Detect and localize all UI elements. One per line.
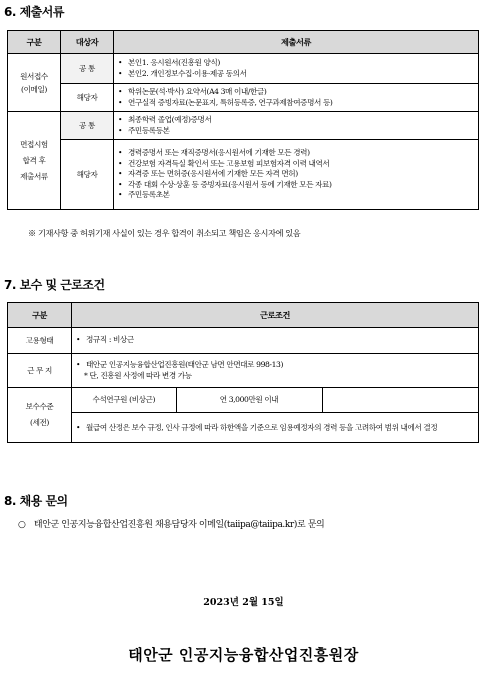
conditions-table	[7, 302, 479, 443]
target-cell: 해당자	[61, 84, 114, 112]
salary-inner-table	[72, 388, 478, 442]
workplace-label: 근 무 지	[8, 354, 72, 388]
salary-label	[8, 388, 72, 443]
section-6-title: 6. 제출서류	[4, 5, 64, 19]
header-target: 대상자	[61, 31, 114, 54]
position-cell: 수석연구원 (비상근)	[72, 388, 176, 412]
documents-cell	[114, 54, 479, 84]
salary-cell	[72, 388, 479, 443]
inquiry-text: 태안군 인공지능융합산업진흥원 채용담당자 이메일(taiipa@taiipa.kr)로 문의	[33, 520, 325, 530]
employment-type-cell	[72, 328, 479, 354]
category-label: 합격 후	[22, 155, 46, 165]
category-label: 원서접수	[20, 71, 48, 81]
target-cell: 해당자	[61, 140, 114, 210]
list-item: • 각종 대회 수상·상훈 등 증빙자료(응시원서 등에 기재한 모든 자료)	[118, 180, 478, 191]
list-item: • 학위논문(석·박사) 요약서(A4 3매 이내/한글)	[118, 87, 478, 98]
false-statement-note: ※ 기재사항 중 허위기재 사실이 있는 경우 합격이 취소되고 책임은 응시자에 있음	[28, 228, 301, 238]
section-8-title: 8. 채용 문의	[4, 494, 68, 508]
list-item: • 본인2. 개인정보수집·이용·제공 동의서	[118, 69, 478, 80]
application-category	[8, 54, 61, 112]
salary-label-sub: (세전)	[30, 418, 49, 427]
list-item: • 연구실적 증빙자료(논문표지, 특허등록증, 연구과제참여증명서 등)	[118, 98, 478, 109]
salary-label-text: 보수수준	[25, 402, 54, 411]
salary-detail-cell	[72, 412, 478, 442]
category-sublabel: (이메일)	[21, 84, 47, 94]
documents-cell	[114, 84, 479, 112]
list-item: • 태안군 인공지능융합산업진흥원(태안군 남면 안면대로 998-13)	[76, 360, 478, 371]
inquiry-line	[18, 517, 324, 530]
header-conditions: 근로조건	[72, 303, 479, 328]
list-item: • 주민등록초본	[118, 190, 478, 201]
blank-cell	[322, 388, 478, 412]
header-documents: 제출서류	[114, 31, 479, 54]
amount-cell: 연 3,000만원 이내	[176, 388, 322, 412]
list-item: • 최종학력 졸업(예정)증명서	[118, 115, 478, 126]
workplace-note: * 단, 진흥원 사정에 따라 변경 가능	[84, 370, 192, 380]
list-item: • 월급여 산정은 보수 규정, 인사 규정에 따라 하한액을 기준으로 임용예정자의 경력 등을 고려하여 범위 내에서 결정	[76, 422, 472, 433]
section-7-title: 7. 보수 및 근로조건	[4, 278, 105, 292]
announcement-date: 2023년 2월 15일	[203, 597, 284, 608]
category-label: 제출서류	[20, 171, 48, 181]
circle-bullet-icon: ○	[18, 520, 26, 530]
list-item: • 경력증명서 또는 재직증명서(응시원서에 기재한 모든 경력)	[118, 148, 478, 159]
list-item: • 자격증 또는 면허증(응시원서에 기재한 모든 자격 면허)	[118, 169, 478, 180]
interview-category	[8, 112, 61, 210]
header-category: 구분	[8, 31, 61, 54]
target-cell: 공 통	[61, 54, 114, 84]
documents-table	[7, 30, 479, 210]
documents-cell	[114, 112, 479, 140]
issuer-signature: 태안군 인공지능융합산업진흥원장	[128, 646, 359, 664]
workplace-cell	[72, 354, 479, 388]
list-item: • 본인1. 응시원서(진흥원 양식)	[118, 58, 478, 69]
employment-type-label: 고용형태	[8, 328, 72, 354]
category-label: 면접시험	[20, 139, 48, 149]
documents-cell	[114, 140, 479, 210]
list-item: • 건강보험 자격득실 확인서 또는 고용보험 피보험자격 이력 내역서	[118, 159, 478, 170]
list-item: • 주민등록등본	[118, 126, 478, 137]
list-item: • 정규직 : 비상근	[76, 335, 478, 346]
header-category: 구분	[8, 303, 72, 328]
target-cell: 공 통	[61, 112, 114, 140]
